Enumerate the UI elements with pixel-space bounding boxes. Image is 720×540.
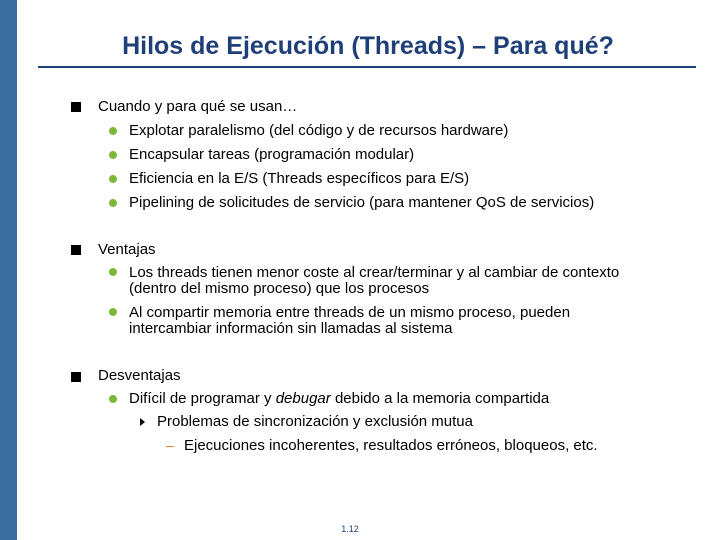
slide-title: Hilos de Ejecución (Threads) – Para qué? [122, 32, 614, 60]
square-bullet-icon [71, 372, 81, 382]
list-item: Explotar paralelismo (del código y de recursos hardware) [129, 122, 509, 139]
list-item: Encapsular tareas (programación modular) [129, 146, 415, 163]
round-bullet-icon [109, 127, 117, 135]
list-item: Los threads tienen menor coste al crear/terminar y al cambiar de contexto [129, 264, 620, 281]
list-item-text: debido a la memoria compartida [330, 390, 550, 407]
list-item-continuation: (dentro del mismo proceso) que los procesos [129, 280, 430, 297]
section-heading-disadvantages: Desventajas [98, 367, 181, 384]
square-bullet-icon [71, 102, 81, 112]
title-underline [38, 66, 696, 68]
round-bullet-icon [109, 268, 117, 276]
sub-list-item: Problemas de sincronización y exclusión mutua [157, 413, 473, 430]
section-heading-advantages: Ventajas [98, 241, 156, 258]
list-item: Al compartir memoria entre threads de un mismo proceso, pueden [129, 304, 571, 321]
round-bullet-icon [109, 395, 117, 403]
round-bullet-icon [109, 151, 117, 159]
page-number: 1.12 [341, 524, 359, 534]
round-bullet-icon [109, 308, 117, 316]
list-item [129, 390, 549, 407]
list-item-text: Difícil de programar y [129, 390, 276, 407]
dash-bullet-icon [166, 446, 174, 447]
slide-sidebar-bar [0, 0, 17, 540]
round-bullet-icon [109, 175, 117, 183]
sub-sub-list-item: Ejecuciones incoherentes, resultados erróneos, bloqueos, etc. [184, 437, 598, 454]
section-heading-uses: Cuando y para qué se usan… [98, 98, 298, 115]
round-bullet-icon [109, 199, 117, 207]
list-item: Eficiencia en la E/S (Threads específicos para E/S) [129, 170, 470, 187]
list-item: Pipelining de solicitudes de servicio (para mantener QoS de servicios) [129, 194, 595, 211]
emphasis-text: debugar [275, 390, 331, 407]
arrow-bullet-icon [140, 418, 145, 426]
list-item-continuation: intercambiar información sin llamadas al sistema [129, 320, 453, 337]
square-bullet-icon [71, 245, 81, 255]
